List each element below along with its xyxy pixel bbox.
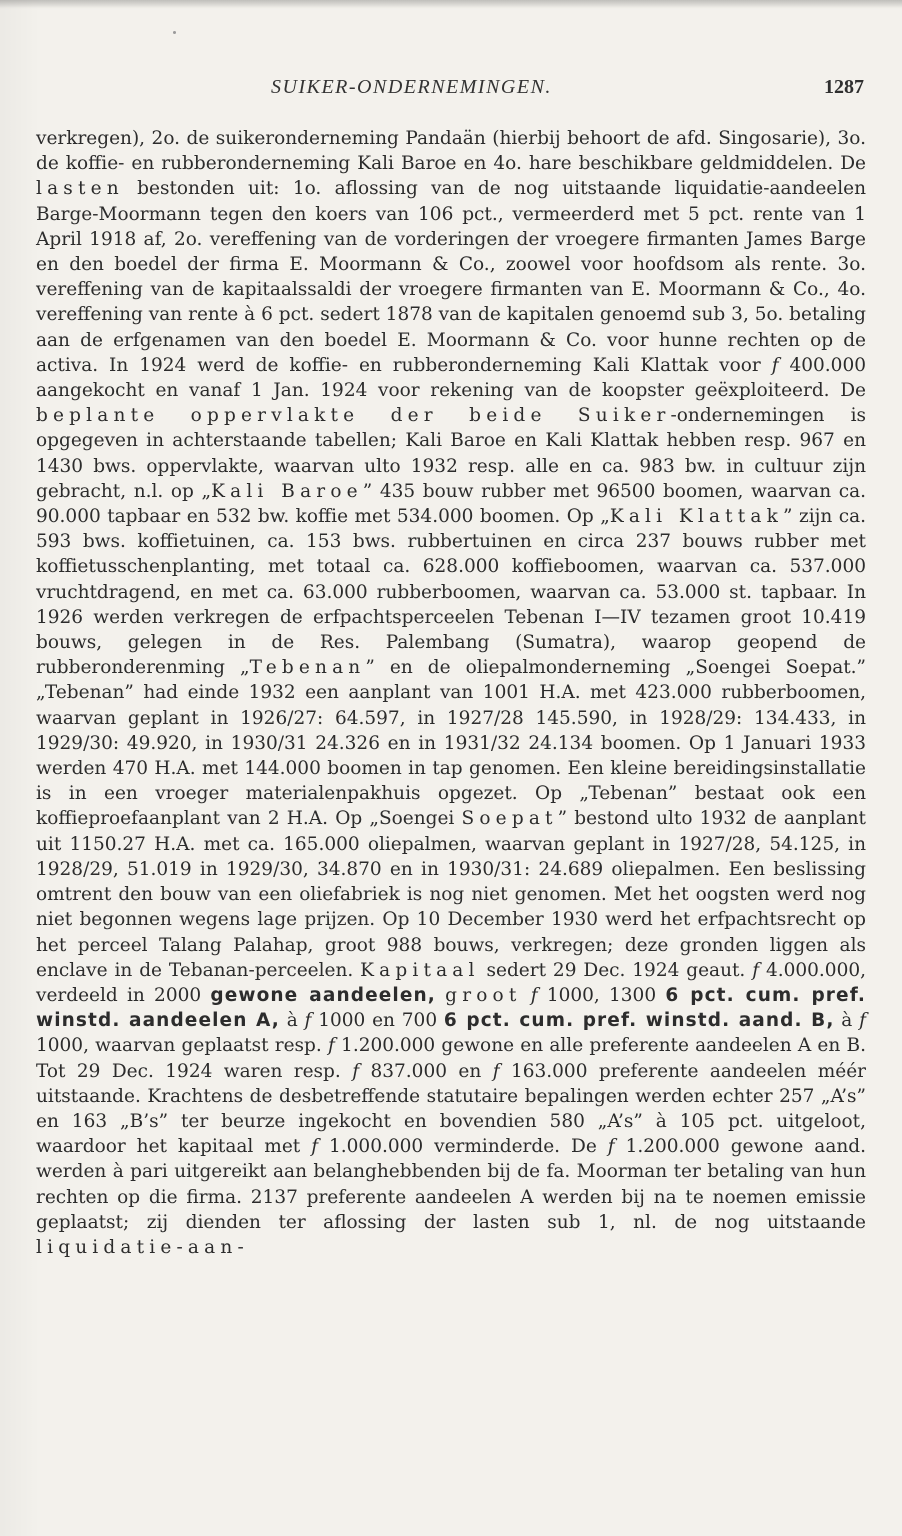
text-run: f xyxy=(607,1136,615,1158)
text-run: f xyxy=(304,1010,312,1032)
paragraph xyxy=(36,126,866,1260)
text-run xyxy=(436,985,445,1006)
text-run: Soepat xyxy=(461,808,558,830)
text-run: Tebenan xyxy=(249,657,366,679)
text-run: beplante oppervlakte der beide Suiker xyxy=(36,405,671,427)
text-run: à xyxy=(834,1010,860,1032)
text-run: 6 pct. cum. pref. winstd. aandeelen A, xyxy=(36,984,866,1032)
text-run: Kapitaal xyxy=(360,959,480,981)
text-run: 1000 en 700 xyxy=(311,1010,444,1032)
text-run: Kali Klattak xyxy=(609,506,784,528)
text-run: f xyxy=(771,354,779,376)
text-run: 6 pct. cum. pref. winstd. aand. B, xyxy=(443,1010,835,1032)
scan-speck xyxy=(173,31,176,34)
text-run: 1.200.000 gewone en alle preferente aandeelen A en B. Tot 29 Dec. 1924 waren resp. xyxy=(36,1035,866,1082)
text-run: f xyxy=(752,959,760,981)
text-run: ” bestond ulto 1932 de aanplant uit 1150.27 H.A. met ca. 165.000 oliepalmen, waarvan geplant in 1927/28, 54.125, in 1928/29, 51.019 in 1929/30, 34.870 en in 1930/31: 24.689 oliepalmen. Een beslissing omtrent den bouw van een oliefabriek is nog niet genomen. Met het oogsten werd nog niet begonnen wegens lage prijzen. Op 10 December 1930 werd het erfpachtsrecht op het perceel Talang Palahap, groot 988 bouws, verkregen; deze gronden liggen als enclave in de Tebanan-perceelen. xyxy=(36,808,866,981)
text-run: groot xyxy=(445,984,522,1006)
text-run: liquidatie-aan xyxy=(36,1236,238,1258)
text-run: 1.200.000 gewone aand. werden à pari uitgereikt aan belanghebbenden bij de fa. Moorman ter betaling van hun rechten op die firma. 2137 preferente aandeelen A werden bij na te noemen emissie geplaatst; zij dienden ter aflossing der lasten sub 1, nl. de nog uitstaande xyxy=(36,1136,866,1233)
text-run: sedert 29 Dec. 1924 geaut. xyxy=(479,959,753,981)
text-run: lasten xyxy=(36,178,124,200)
scan-shadow xyxy=(0,0,902,8)
text-run: 400.000 aangekocht en vanaf 1 Jan. 1924 voor rekening van de koopster geëxploiteerd. De xyxy=(36,354,866,402)
text-run: 837.000 en xyxy=(359,1060,493,1082)
text-run: f xyxy=(859,1010,866,1032)
text-run: f xyxy=(327,1035,335,1057)
text-run: à xyxy=(279,1010,305,1032)
text-run: gewone aandeelen, xyxy=(210,984,436,1006)
text-run: f xyxy=(492,1060,500,1082)
text-run: - xyxy=(237,1236,244,1258)
text-run: f xyxy=(311,1136,319,1158)
page-header xyxy=(0,70,902,110)
body-text xyxy=(36,126,866,1260)
text-run: ” 435 bouw rubber met 96500 boomen, waarvan ca. 90.000 tapbaar en 532 bw. koffie met 534.000 boomen. Op „ xyxy=(36,480,866,528)
text-run: f xyxy=(352,1060,360,1082)
text-run: ” en de oliepalmonderneming „Soengei Soepat.” „Tebenan” had einde 1932 een aanplant van 1001 H.A. met 423.000 rubberboomen, waarvan geplant in 1926/27: 64.597, in 1927/28 145.590, in 1928/29: 134.433, in 1929/30: 49.920, in 1930/31 24.326 en in 1931/32 24.134 boomen. Op 1 Januari 1933 werden 470 H.A. met 144.000 boomen in tap genomen. Een kleine bereidingsinstallatie is in een vroeger materialenpakhuis opgezet. Op „Tebenan” bestaat ook een koffieproefaanplant van 2 H.A. Op „Soengei xyxy=(36,657,867,830)
text-run: -ondernemingen is opgegeven in achterstaande tabellen; Kali Baroe en Kali Klattak hebben resp. 967 en 1430 bws. oppervlakte, waarvan ulto 1932 resp. alle en ca. 983 bw. in cultuur zijn gebracht, n.l. op „ xyxy=(36,405,867,502)
text-run: Kali Baroe xyxy=(211,480,363,502)
text-run: ” zijn ca. 593 bws. koffietuinen, ca. 153 bws. rubbertuinen en circa 237 bouws rubber met koffietusschenplanting, met totaal ca. 628.000 koffieboomen, waarvan ca. 537.000 vruchtdragend, en met ca. 63.000 rubberboomen, waarvan ca. 53.000 st. tapbaar. In 1926 werden verkregen de erfpachtsperceelen Tebenan I—IV tezamen groot 10.419 bouws, gelegen in de Res. Palembang (Sumatra), waarop geopend de rubberonderenming „ xyxy=(36,506,866,679)
text-run: 1.000.000 verminderde. De xyxy=(318,1136,608,1158)
text-run: 4.000.000, verdeeld in 2000 xyxy=(36,959,866,1006)
text-run: 163.000 preferente aandeelen méér uitstaande. Krachtens de desbetreffende statutaire bepalingen werden echter 257 „A’s” en 163 „B’s” ter beurze ingekocht en bovendien 580 „A’s” à 105 pct. uitgeloot, waardoor het kapitaal met xyxy=(36,1060,867,1158)
text-run: 1000, 1300 xyxy=(537,984,666,1006)
text-run: f xyxy=(530,984,538,1006)
running-head: SUIKER-ONDERNEMINGEN. xyxy=(271,76,552,98)
text-run: bestonden uit: 1o. aflossing van de nog uitstaande liquidatie-aandeelen Barge-Moormann tegen den koers van 106 pct., vermeerderd met 5 pct. rente van 1 April 1918 af, 2o. vereffening van de vorderingen der vroegere firmanten James Barge en den boedel der firma E. Moormann & Co., zoowel voor hoofdsom als rente. 3o. vereffening van de kapitaalssaldi der vroegere firmanten van E. Moormann & Co., 4o. vereffening van rente à 6 pct. sedert 1878 van de kapitalen genoemd sub 3, 5o. betaling aan de erfgenamen van den boedel E. Moormann & Co. voor hunne rechten op de activa. In 1924 werd de koffie- en rubberonderneming Kali Klattak voor xyxy=(36,178,866,376)
text-run xyxy=(521,985,530,1006)
text-run: verkregen), 2o. de suikeronderneming Pandaän (hierbij behoort de afd. Singosarie), 3o. de koffie- en rubberonderneming Kali Baroe en 4o. hare beschikbare geldmiddelen. De xyxy=(36,128,866,175)
text-run: 1000, waarvan geplaatst resp. xyxy=(36,1035,328,1057)
page-number: 1287 xyxy=(824,76,864,98)
